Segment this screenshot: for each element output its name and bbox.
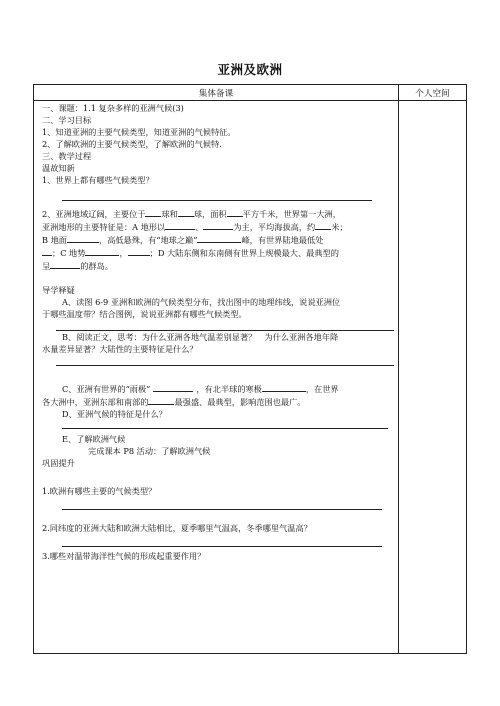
table-header: [34, 85, 466, 101]
review-question-2-line5: 呈 的群岛。: [42, 261, 113, 271]
consolidation-heading: 巩固提升: [42, 458, 75, 468]
guide-e-activity: 完成课本 P8 活动：了解欧洲气候: [88, 446, 211, 456]
guide-c: C、亚洲有世界的“雨极” ，有北半球的寒极 ，在世界: [62, 384, 339, 394]
consolidation-question-1: 1.欧洲有哪些主要的气候类型？: [42, 486, 157, 496]
consolidation-question-3: 3.哪些对温带海洋性气候的形成起重要作用？: [42, 551, 206, 561]
guide-c-line2: 各大洲中，亚洲东部和南部的 最强盛、最典型，影响范围也最广。: [42, 397, 306, 407]
review-question-2: 2、亚洲地域辽阔，主要位于 球和 球，面积 平方千米，世界第一大洲，: [42, 209, 341, 219]
review-heading: 温故知新: [42, 163, 75, 173]
guide-a: A、读图 6-9 亚洲和欧洲的气候类型分布，找出图中的地理纬线，说说亚洲位: [62, 297, 341, 307]
header-collective-prep: 集体备课: [198, 89, 234, 99]
review-question-1: 1、世界上都有哪些气候类型？: [42, 175, 154, 185]
review-question-2-line3: B 地面 ，高低悬殊，有“地球之巅” 峰，有世界陆地最低处: [42, 235, 324, 245]
lesson-table: [33, 84, 467, 654]
lesson-content: [42, 102, 394, 562]
lesson-topic: 一、课题：1.1 复杂多样的亚洲气候(3): [42, 103, 184, 113]
guide-heading: 导学释疑: [42, 285, 75, 295]
consolidation-question-2: 2.同纬度的亚洲大陆和欧洲大陆相比，夏季哪里气温高，冬季哪里气温高？: [42, 523, 312, 533]
goal-2: 2、了解欧洲的主要气候类型，了解欧洲的气候特.: [42, 139, 222, 149]
guide-b: B、阅读正文，思考：为什么亚洲各地气温差别显著？ 为什么亚洲各地年降: [62, 332, 339, 342]
guide-b-line2: 水量差异显著？大陆性的主要特征是什么？: [42, 344, 198, 354]
guide-a-line2: 于哪些温度带？结合图例，说说亚洲都有哪些气候类型。: [42, 309, 247, 319]
guide-d: D、亚洲气候的特征是什么？: [62, 409, 167, 419]
review-question-2-line2: 亚洲地形的主要特征是：A 地形以 、 为主，平均海拔高，约 米；: [42, 222, 348, 232]
page-title: 亚洲及欧洲: [217, 62, 283, 77]
goals-heading: 二、学习目标: [42, 115, 92, 125]
column-divider: [398, 85, 399, 653]
header-personal-space: 个人空间: [415, 89, 450, 99]
process-heading: 三、教学过程: [42, 151, 92, 161]
goal-1: 1、知道亚洲的主要气候类型，知道亚洲的气候特征。: [42, 127, 236, 137]
guide-e: E、了解欧洲气候: [62, 434, 126, 444]
review-question-2-line4: ；C 地势 ， ；D 大陆东侧和东南侧有世界上规模最大、最典型的: [42, 246, 394, 259]
